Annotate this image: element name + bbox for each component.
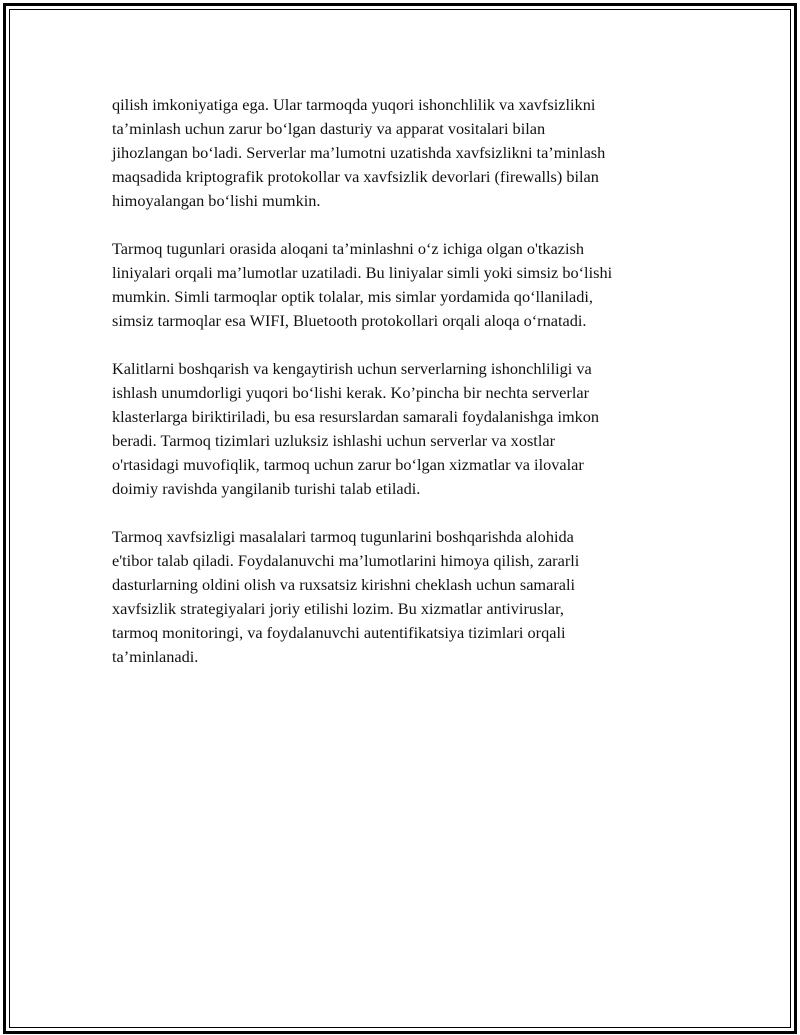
text-line: beradi. Tarmoq tizimlari uzluksiz ishlashi uchun serverlar va xostlar bbox=[112, 431, 555, 450]
paragraph-2 bbox=[112, 237, 680, 333]
text-line: ta’minlanadi. bbox=[112, 647, 199, 666]
text-line: simsiz tarmoqlar esa WIFI, Bluetooth protokollari orqali aloqa o‘rnatadi. bbox=[112, 311, 587, 330]
text-line: o'rtasidagi muvofiqlik, tarmoq uchun zarur bo‘lgan xizmatlar va ilovalar bbox=[112, 455, 584, 474]
text-line: himoyalangan bo‘lishi mumkin. bbox=[112, 191, 321, 210]
text-line: e'tibor talab qiladi. Foydalanuvchi ma’lumotlarini himoya qilish, zararli bbox=[112, 551, 580, 570]
text-line: tarmoq monitoringi, va foydalanuvchi autentifikatsiya tizimlari orqali bbox=[112, 623, 566, 642]
text-line: jihozlangan bo‘ladi. Serverlar ma’lumotni uzatishda xavfsizlikni ta’minlash bbox=[112, 143, 606, 162]
text-line: Tarmoq tugunlari orasida aloqani ta’minlashni o‘z ichiga olgan o'tkazish bbox=[112, 239, 585, 258]
text-line: ishlash unumdorligi yuqori bo‘lishi kerak. Ko’pincha bir nechta serverlar bbox=[112, 383, 590, 402]
text-line: doimiy ravishda yangilanib turishi talab etiladi. bbox=[112, 479, 421, 498]
text-line: maqsadida kriptografik protokollar va xavfsizlik devorlari (firewalls) bilan bbox=[112, 167, 599, 186]
text-line: dasturlarning oldini olish va ruxsatsiz kirishni cheklash uchun samarali bbox=[112, 575, 576, 594]
paragraph-4 bbox=[112, 525, 680, 669]
text-line: qilish imkoniyatiga ega. Ular tarmoqda yuqori ishonchlilik va xavfsizlikni bbox=[112, 95, 596, 114]
text-line: liniyalari orqali ma’lumotlar uzatiladi. Bu liniyalar simli yoki simsiz bo‘lishi bbox=[112, 263, 613, 282]
text-line: mumkin. Simli tarmoqlar optik tolalar, mis simlar yordamida qo‘llaniladi, bbox=[112, 287, 593, 306]
text-line: xavfsizlik strategiyalari joriy etilishi lozim. Bu xizmatlar antiviruslar, bbox=[112, 599, 564, 618]
paragraph-1 bbox=[112, 93, 680, 213]
paragraph-3 bbox=[112, 357, 680, 501]
text-line: klasterlarga biriktiriladi, bu esa resurslardan samarali foydalanishga imkon bbox=[112, 407, 600, 426]
text-line: Kalitlarni boshqarish va kengaytirish uchun serverlarning ishonchliligi va bbox=[112, 359, 592, 378]
document-body bbox=[112, 93, 680, 693]
text-line: ta’minlash uchun zarur bo‘lgan dasturiy va apparat vositalari bilan bbox=[112, 119, 546, 138]
text-line: Tarmoq xavfsizligi masalalari tarmoq tugunlarini boshqarishda alohida bbox=[112, 527, 574, 546]
